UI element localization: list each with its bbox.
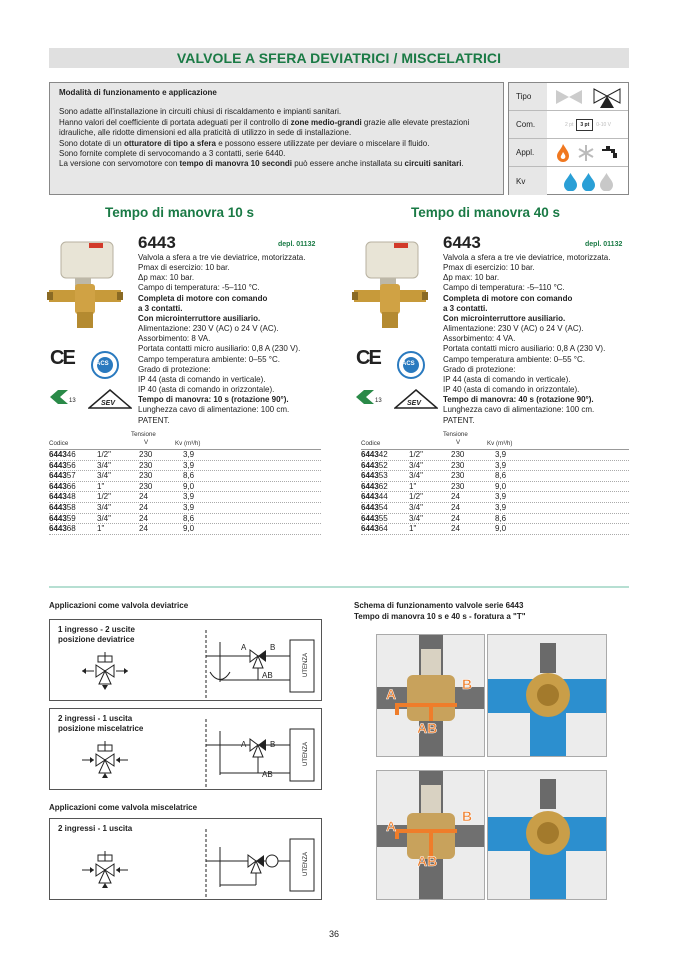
col-codice: Codice — [361, 440, 381, 447]
cell-voltage: 230 — [139, 471, 153, 481]
com-3pt: 3 pt — [576, 119, 593, 131]
cell-kv: 9,0 — [495, 481, 507, 491]
cell-voltage: 230 — [139, 460, 153, 470]
cell-size: 1/2" — [409, 450, 423, 459]
cell-size: 1" — [409, 481, 417, 491]
legend-label-kv: Kv — [509, 167, 547, 195]
acs-mark: ACS — [402, 361, 415, 367]
cell-kv: 9,0 — [495, 524, 507, 534]
com-2pt: 2 pt — [565, 121, 574, 128]
snowflake-icon — [577, 144, 595, 162]
col-v: V — [456, 439, 461, 446]
miscelatrice-heading: Applicazioni come valvola miscelatrice — [49, 803, 198, 812]
label-a: A — [241, 740, 247, 749]
cell-voltage: 230 — [139, 450, 153, 459]
cell-voltage: 230 — [451, 460, 465, 470]
legend-label-appl: Appl. — [509, 139, 547, 166]
table-row — [361, 503, 629, 514]
table-row — [49, 524, 321, 535]
cell-size: 1" — [97, 524, 105, 534]
cell-size: 1" — [97, 481, 105, 491]
col-kv: Kv (m³/h) — [175, 440, 201, 447]
intro-heading: Modalità di funzionamento e applicazione — [59, 88, 217, 97]
description-line: Campo di temperatura: -5–110 °C. — [138, 283, 260, 293]
cell-kv: 3,9 — [495, 502, 507, 512]
description-line: Valvola a sfera a tre vie deviatrice, motorizzata. — [138, 253, 306, 262]
table-row — [361, 461, 629, 472]
cell-kv: 8,6 — [495, 471, 507, 481]
cert-number: 13 — [375, 398, 382, 404]
product-description — [443, 253, 643, 426]
legend-label-com: Com. — [509, 111, 547, 138]
description-line: PATENT. — [443, 415, 475, 425]
cell-voltage: 24 — [451, 524, 460, 534]
intro-p2b: zone medio-grandi — [290, 117, 362, 127]
label-a: A — [386, 818, 397, 834]
intro-p3b: otturatore di tipo a sfera — [123, 138, 216, 148]
schema-title: Schema di funzionamento valvole serie 6443 — [354, 601, 524, 610]
cell-code: 644356 — [49, 460, 76, 470]
cell-size: 3/4" — [409, 502, 423, 512]
diagram-box-deviatrice — [49, 619, 322, 701]
intro-p1: Sono adatte all'installazione in circuiti chiusi di riscaldamento e impianti sanitari. — [59, 107, 342, 117]
depl-code: depl. 01132 — [585, 241, 623, 248]
cell-size: 3/4" — [97, 513, 111, 523]
section-title-40s: Tempo di manovra 40 s — [411, 205, 561, 220]
cell-code: 644348 — [49, 492, 76, 502]
diagram-box-miscelatrice — [49, 818, 322, 900]
box-title: 2 ingressi - 1 uscita posizione miscelatrice — [58, 714, 144, 733]
table-row — [361, 514, 629, 525]
col-v: V — [144, 439, 149, 446]
com-0-10v: 0-10 V — [596, 121, 611, 128]
intro-p5d: circuiti sanitari — [404, 159, 462, 169]
cell-code: 644354 — [361, 502, 388, 512]
description-line: Lunghezza cavo di alimentazione: 100 cm. — [138, 405, 290, 415]
cell-size: 1/2" — [409, 492, 423, 502]
box-title: 1 ingresso - 2 uscite posizione deviatrice — [58, 625, 135, 644]
cell-kv: 3,9 — [495, 450, 507, 459]
col-tensione: Tensione — [131, 431, 156, 438]
intro-p5c: può essere anche installata su — [292, 159, 405, 169]
utenza-label: UTENZA — [303, 653, 309, 677]
description-line: Valvola a sfera a tre vie deviatrice, motorizzata. — [443, 253, 611, 262]
description-line: Tempo di manovra: 10 s (rotazione 90°). — [138, 395, 289, 405]
legend-row-com — [509, 111, 628, 139]
intro-p4: Sono fornite complete di servocomando a 3 contatti, serie 6440. — [59, 149, 286, 159]
product-code: 6443 — [443, 233, 481, 252]
description-line: Assorbimento: 4 VA. — [443, 334, 516, 344]
intro-p2c: grazie alle elevate prestazioni idrauliche, alle ridotte dimensioni ed alla praticità di utilizzo in sede di installazione. — [59, 117, 470, 138]
cell-kv: 9,0 — [183, 524, 195, 534]
description-line: Campo di temperatura: -5–110 °C. — [443, 283, 565, 293]
cell-size: 3/4" — [409, 513, 423, 523]
cell-code: 644362 — [361, 481, 388, 491]
cell-kv: 8,6 — [183, 471, 195, 481]
cert-logo-icon — [48, 388, 70, 406]
description-line: Assorbimento: 8 VA. — [138, 334, 211, 344]
cell-size: 3/4" — [409, 471, 423, 481]
table-header — [49, 430, 321, 450]
cell-code: 644353 — [361, 471, 388, 481]
cell-code: 644346 — [49, 450, 76, 459]
intro-p2a: Hanno valori del coefficiente di portata adeguati per il controllo di — [59, 117, 291, 127]
description-line: Alimentazione: 230 V (AC) o 24 V (AC). — [138, 324, 279, 334]
cell-code: 644366 — [49, 481, 76, 491]
label-ab: AB — [262, 770, 273, 779]
cell-kv: 3,9 — [495, 492, 507, 502]
cell-code: 644355 — [361, 513, 388, 523]
legend-label-tipo: Tipo — [509, 83, 547, 110]
table-header — [361, 430, 629, 450]
description-line: IP 44 (asta di comando in verticale). — [443, 374, 571, 384]
table-row — [361, 524, 629, 535]
col-kv: Kv (m³/h) — [487, 440, 513, 447]
description-line: a 3 contatti. — [443, 303, 488, 313]
cell-voltage: 24 — [139, 502, 148, 512]
description-line: Portata contatti micro ausiliario: 0,8 A (230 V). — [443, 344, 606, 354]
cell-size: 1/2" — [97, 450, 111, 459]
description-line: Portata contatti micro ausiliario: 0,8 A (230 V). — [138, 344, 301, 354]
table-row — [361, 471, 629, 482]
table-row — [49, 471, 321, 482]
col-tensione: Tensione — [443, 431, 468, 438]
cell-voltage: 24 — [451, 513, 460, 523]
sev-mark: SEV — [407, 400, 422, 407]
label-b: B — [270, 740, 276, 749]
valve-3way-icon — [590, 85, 624, 109]
valve-actuator-image — [352, 240, 430, 332]
description-line: Campo temperatura ambiente: 0–55 °C. — [443, 354, 585, 364]
legend-row-tipo — [509, 83, 628, 111]
drop-icon — [563, 172, 578, 191]
intro-p3c: e possono essere utilizzate per deviare o miscelare il fluido. — [215, 138, 430, 148]
cell-kv: 3,9 — [183, 460, 195, 470]
cell-code: 644344 — [361, 492, 388, 502]
cell-size: 3/4" — [97, 471, 111, 481]
table-row — [49, 482, 321, 493]
description-line: Con microinterruttore ausiliario. — [138, 313, 261, 323]
cell-code: 644342 — [361, 450, 388, 459]
legend-row-appl — [509, 139, 628, 167]
table-row — [49, 503, 321, 514]
label-a: A — [241, 643, 247, 652]
label-b: B — [270, 643, 276, 652]
circuit-diagram — [198, 628, 320, 700]
cell-voltage: 230 — [451, 471, 465, 481]
description-line: IP 44 (asta di comando in verticale). — [138, 374, 266, 384]
cell-size: 3/4" — [97, 460, 111, 470]
label-ab: AB — [417, 853, 438, 869]
description-line: Con microinterruttore ausiliario. — [443, 313, 566, 323]
cell-voltage: 24 — [139, 513, 148, 523]
intro-p5a: La versione con servomotore con — [59, 159, 180, 169]
cell-voltage: 24 — [139, 492, 148, 502]
cell-voltage: 24 — [451, 502, 460, 512]
utenza-label: UTENZA — [303, 742, 309, 766]
description-line: IP 40 (asta di comando in orizzontale). — [138, 385, 275, 395]
intro-p5e: . — [461, 159, 464, 169]
intro-text — [59, 107, 494, 169]
utenza-label: UTENZA — [303, 852, 309, 876]
table-row — [49, 514, 321, 525]
label-b: B — [462, 676, 473, 692]
valve-symbol-icon — [80, 739, 130, 781]
cell-voltage: 24 — [451, 492, 460, 502]
description-line: Completa di motore con comando — [443, 293, 573, 303]
cell-code: 644368 — [49, 524, 76, 534]
schema-subtitle: Tempo di manovra 10 s e 40 s - foratura a "T" — [354, 612, 526, 621]
cell-size: 3/4" — [97, 502, 111, 512]
sev-mark: SEV — [101, 400, 116, 407]
product-code: 6443 — [138, 233, 176, 252]
label-a: A — [386, 686, 397, 702]
valve-symbol-icon — [80, 849, 130, 891]
description-line: Grado di protezione: — [443, 364, 516, 374]
table-row — [49, 450, 321, 461]
circuit-diagram — [198, 717, 320, 789]
product-table — [49, 430, 321, 535]
cell-kv: 3,9 — [183, 450, 195, 459]
cert-number: 13 — [69, 398, 76, 404]
valve-photo-cutaway — [487, 634, 607, 757]
circuit-diagram — [198, 827, 320, 899]
drop-icon — [581, 172, 596, 191]
cell-kv: 3,9 — [183, 492, 195, 502]
diagram-box-miscelatrice-pos — [49, 708, 322, 790]
description-line: IP 40 (asta di comando in orizzontale). — [443, 385, 580, 395]
cell-code: 644357 — [49, 471, 76, 481]
cell-kv: 8,6 — [183, 513, 195, 523]
intro-p3a: Sono dotate di un — [59, 138, 124, 148]
divider — [49, 586, 629, 588]
deviatrice-heading: Applicazioni come valvola deviatrice — [49, 601, 189, 610]
description-line: PATENT. — [138, 415, 170, 425]
cell-kv: 9,0 — [183, 481, 195, 491]
cell-kv: 8,6 — [495, 513, 507, 523]
description-line: Campo temperatura ambiente: 0–55 °C. — [138, 354, 280, 364]
valve-actuator-image — [47, 240, 125, 332]
cell-code: 644358 — [49, 502, 76, 512]
legend-panel — [508, 82, 629, 195]
col-codice: Codice — [49, 440, 69, 447]
description-line: Δp max: 10 bar. — [443, 273, 500, 283]
page-number: 36 — [329, 929, 340, 939]
ce-mark: CE — [356, 347, 380, 369]
description-line: Alimentazione: 230 V (AC) o 24 V (AC). — [443, 324, 584, 334]
product-table — [361, 430, 629, 535]
product-description — [138, 253, 338, 426]
cell-voltage: 24 — [139, 524, 148, 534]
description-line: Pmax di esercizio: 10 bar. — [138, 263, 230, 273]
table-row — [49, 492, 321, 503]
description-line: a 3 contatti. — [138, 303, 183, 313]
cell-voltage: 230 — [451, 481, 465, 491]
valve-photo-external — [376, 770, 485, 900]
cell-code: 644359 — [49, 513, 76, 523]
description-line: Lunghezza cavo di alimentazione: 100 cm. — [443, 405, 595, 415]
drop-icon — [599, 172, 614, 191]
acs-mark: ACS — [96, 361, 109, 367]
cell-size: 1" — [409, 524, 417, 534]
box-title: 2 ingressi - 1 uscita — [58, 824, 133, 833]
description-line: Δp max: 10 bar. — [138, 273, 195, 283]
label-b: B — [462, 808, 473, 824]
faucet-icon — [601, 144, 621, 162]
description-line: Tempo di manovra: 40 s (rotazione 90°). — [443, 395, 594, 405]
description-line: Grado di protezione: — [138, 364, 211, 374]
cell-size: 1/2" — [97, 492, 111, 502]
label-ab: AB — [262, 671, 273, 680]
cell-kv: 3,9 — [495, 460, 507, 470]
ce-mark: CE — [50, 347, 74, 369]
table-row — [361, 482, 629, 493]
flame-icon — [555, 143, 571, 163]
cell-kv: 3,9 — [183, 502, 195, 512]
table-row — [49, 461, 321, 472]
cell-code: 644352 — [361, 460, 388, 470]
section-title-10s: Tempo di manovra 10 s — [105, 205, 255, 220]
description-line: Completa di motore con comando — [138, 293, 268, 303]
cell-code: 644364 — [361, 524, 388, 534]
page-title: VALVOLE A SFERA DEVIATRICI / MISCELATRICI — [49, 48, 629, 68]
intro-box — [49, 82, 504, 195]
cell-size: 3/4" — [409, 460, 423, 470]
valve-symbol-icon — [80, 650, 130, 692]
table-row — [361, 450, 629, 461]
valve-photo-cutaway — [487, 770, 607, 900]
legend-row-kv — [509, 167, 628, 195]
table-row — [361, 492, 629, 503]
intro-p5b: tempo di manovra 10 secondi — [179, 159, 292, 169]
label-ab: AB — [417, 720, 438, 736]
depl-code: depl. 01132 — [278, 241, 316, 248]
cell-voltage: 230 — [451, 450, 465, 459]
cert-logo-icon — [354, 388, 376, 406]
valve-2way-icon — [552, 86, 586, 108]
cell-voltage: 230 — [139, 481, 153, 491]
description-line: Pmax di esercizio: 10 bar. — [443, 263, 535, 273]
